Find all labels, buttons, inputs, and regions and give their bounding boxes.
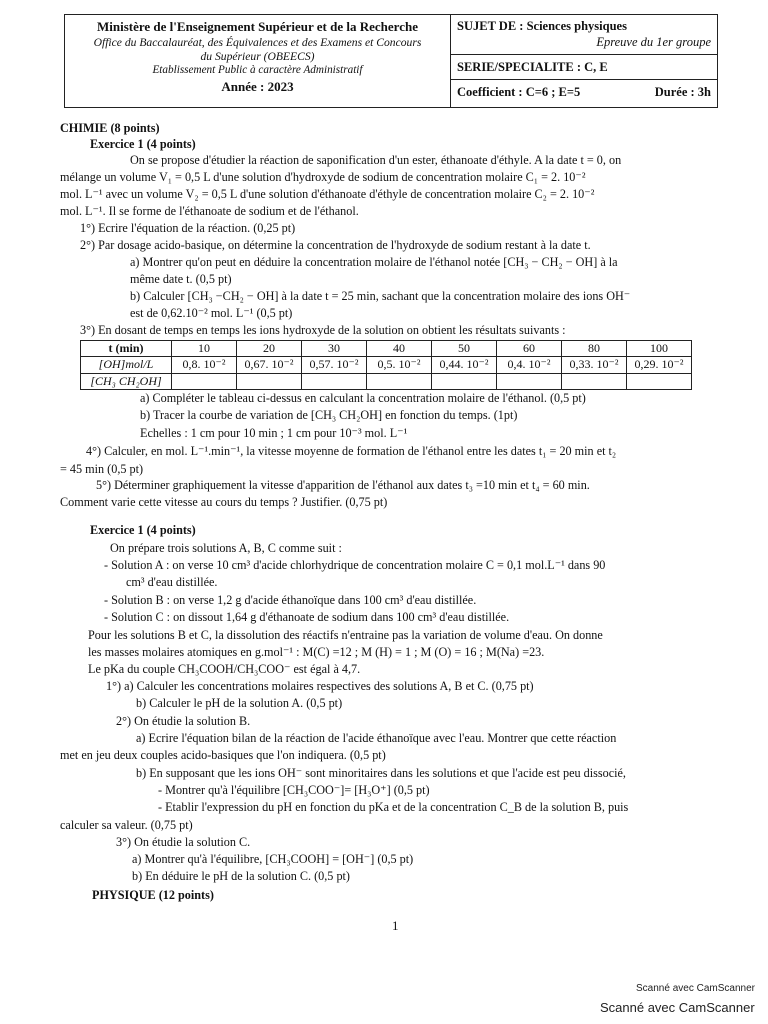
ethanol-cell <box>562 373 627 389</box>
time-cell: 20 <box>237 341 302 357</box>
text-line: On prépare trois solutions A, B, C comme suit : <box>110 541 342 555</box>
text-line: calculer sa valeur. (0,75 pt) <box>60 818 193 832</box>
header-subject <box>451 15 717 107</box>
question-line: 3°) On étudie la solution C. <box>116 835 251 849</box>
text-line: cm³ d'eau distillée. <box>126 575 218 589</box>
question-line: 1°) a) Calculer les concentrations molaires respectives des solutions A, B et C. (0,75 pt) <box>106 679 534 693</box>
text-line: Comment varie cette vitesse au cours du temps ? Justifier. (0,75 pt) <box>60 495 388 509</box>
oh-cell: 0,33. 10⁻² <box>562 357 627 373</box>
ethanol-cell <box>432 373 497 389</box>
exam-header <box>64 14 718 108</box>
exercise-title: Exercice 1 (4 points) <box>90 137 196 151</box>
scanner-watermark-small: Scanné avec CamScanner <box>636 983 755 994</box>
question-line: a) Compléter le tableau ci-dessus en calculant la concentration molaire de l'éthanol. (0,5 pt) <box>140 391 586 405</box>
question-line: a) Montrer qu'on peut en déduire la concentration molaire de l'éthanol notée [CH₃ − CH₂ − OH] à la <box>130 255 618 269</box>
results-table <box>80 340 692 390</box>
subject-title: SUJET DE : Sciences physiques <box>457 19 627 33</box>
oh-cell: 0,5. 10⁻² <box>367 357 432 373</box>
time-cell: 80 <box>562 341 627 357</box>
table-row <box>81 357 692 373</box>
text-line: Pour les solutions B et C, la dissolution des réactifs n'entraine pas la variation de volume d'eau. On donne <box>88 628 603 642</box>
question-line: 4°) Calculer, en mol. L⁻¹.min⁻¹, la vitesse moyenne de formation de l'éthanol entre les dates t₁ = 20 min et t₂ <box>86 444 617 458</box>
ethanol-cell <box>172 373 237 389</box>
question-line: 1°) Ecrire l'équation de la réaction. (0,25 pt) <box>80 221 296 235</box>
establishment-type: Etablissement Public à caractère Administratif <box>152 64 363 77</box>
question-line: b) En déduire le pH de la solution C. (0,5 pt) <box>132 869 350 883</box>
text-line: mol. L⁻¹ avec un volume V₂ = 0,5 L d'une solution d'éthanoate d'éthyle de concentration molaire C₂ = 2. 10⁻² <box>60 187 595 201</box>
ethanol-cell <box>627 373 692 389</box>
time-cell: 60 <box>497 341 562 357</box>
question-line: 5°) Déterminer graphiquement la vitesse d'apparition de l'éthanol aux dates t₃ =10 min et t₄ = 60 min. <box>96 478 590 492</box>
row-header-oh: [OH]mol/L <box>81 357 172 373</box>
question-line: b) Tracer la courbe de variation de [CH₃ CH₂OH] en fonction du temps. (1pt) <box>140 408 518 422</box>
exercise-title: Exercice 1 (4 points) <box>90 523 196 537</box>
text-line: les masses molaires atomiques en g.mol⁻¹ : M(C) =12 ; M (H) = 1 ; M (O) = 16 ; M(Na) =23. <box>88 645 545 659</box>
exam-year: Année : 2023 <box>221 78 294 94</box>
text-line: Echelles : 1 cm pour 10 min ; 1 cm pour 10⁻³ mol. L⁻¹ <box>140 426 408 440</box>
text-line: Le pKa du couple CH₃COOH/CH₃COO⁻ est égal à 4,7. <box>88 662 361 676</box>
ethanol-cell <box>302 373 367 389</box>
oh-cell: 0,29. 10⁻² <box>627 357 692 373</box>
oh-cell: 0,4. 10⁻² <box>497 357 562 373</box>
question-line: 2°) Par dosage acido-basique, on détermine la concentration de l'hydroxyde de sodium restant à la date t. <box>80 238 591 252</box>
table-row <box>81 341 692 357</box>
epreuve-label: Epreuve du 1er groupe <box>596 35 711 49</box>
office-name-line2: du Supérieur (OBEECS) <box>200 49 315 63</box>
ethanol-cell <box>367 373 432 389</box>
header-institution <box>65 15 451 107</box>
row-header-time: t (min) <box>81 341 172 357</box>
time-cell: 100 <box>627 341 692 357</box>
office-name-line1: Office du Baccalauréat, des Équivalences et des Examens et Concours <box>93 35 422 49</box>
time-cell: 50 <box>432 341 497 357</box>
row-header-ethanol: [CH₃ CH₂OH] <box>81 373 172 389</box>
page-number: 1 <box>392 918 399 933</box>
question-line: a) Montrer qu'à l'équilibre, [CH₃COOH] = [OH⁻] (0,5 pt) <box>132 852 414 866</box>
time-cell: 40 <box>367 341 432 357</box>
text-line: = 45 min (0,5 pt) <box>60 462 144 476</box>
time-cell: 10 <box>172 341 237 357</box>
list-item: - Solution B : on verse 1,2 g d'acide éthanoïque dans 100 cm³ d'eau distillée. <box>104 593 477 607</box>
question-line: b) Calculer [CH₃ −CH₂ − OH] à la date t = 25 min, sachant que la concentration molaire des ions OH⁻ <box>130 289 631 303</box>
question-line: a) Ecrire l'équation bilan de la réaction de l'acide éthanoïque avec l'eau. Montrer que cette réaction <box>136 731 617 745</box>
question-line: 3°) En dosant de temps en temps les ions hydroxyde de la solution on obtient les résultats suivants : <box>80 323 566 337</box>
duration-label: Durée : 3h <box>654 85 711 99</box>
text-line: même date t. (0,5 pt) <box>130 272 232 286</box>
table-row <box>81 373 692 389</box>
serie-label: SERIE/SPECIALITE : C, E <box>457 60 608 74</box>
section-physique: PHYSIQUE (12 points) <box>92 888 214 902</box>
oh-cell: 0,67. 10⁻² <box>237 357 302 373</box>
time-cell: 30 <box>302 341 367 357</box>
list-item: - Solution C : on dissout 1,64 g d'éthanoate de sodium dans 100 cm³ d'eau distillée. <box>104 610 510 624</box>
text-line: met en jeu deux couples acido-basiques que l'on indiquera. (0,5 pt) <box>60 748 386 762</box>
oh-cell: 0,8. 10⁻² <box>172 357 237 373</box>
oh-cell: 0,57. 10⁻² <box>302 357 367 373</box>
scanner-watermark-large: Scanné avec CamScanner <box>600 1000 755 1015</box>
oh-cell: 0,44. 10⁻² <box>432 357 497 373</box>
ethanol-cell <box>237 373 302 389</box>
question-line: 2°) On étudie la solution B. <box>116 714 251 728</box>
question-line: b) Calculer le pH de la solution A. (0,5 pt) <box>136 696 343 710</box>
section-chimie: CHIMIE (8 points) <box>60 121 160 135</box>
coefficient-label: Coefficient : C=6 ; E=5 <box>457 85 581 99</box>
text-line: - Etablir l'expression du pH en fonction du pKa et de la concentration C_B de la solution B, puis <box>158 800 629 814</box>
text-line: - Montrer qu'à l'équilibre [CH₃COO⁻]= [H₃O⁺] (0,5 pt) <box>158 783 430 797</box>
list-item: - Solution A : on verse 10 cm³ d'acide chlorhydrique de concentration molaire C = 0,1 mol.L⁻¹ dans 90 <box>104 558 606 572</box>
text-line: est de 0,62.10⁻² mol. L⁻¹ (0,5 pt) <box>130 306 293 320</box>
text-line: mol. L⁻¹. Il se forme de l'éthanoate de sodium et de l'éthanol. <box>60 204 359 218</box>
text-line: mélange un volume V₁ = 0,5 L d'une solution d'hydroxyde de sodium de concentration molaire C₁ = 2. 10⁻² <box>60 170 586 184</box>
question-line: b) En supposant que les ions OH⁻ sont minoritaires dans les solutions et que l'acide est peu dissocié, <box>136 766 626 780</box>
text-line: On se propose d'étudier la réaction de saponification d'un ester, éthanoate d'éthyle. A la date t = 0, on <box>130 153 622 167</box>
ministry-name: Ministère de l'Enseignement Supérieur et de la Recherche <box>97 19 418 34</box>
ethanol-cell <box>497 373 562 389</box>
